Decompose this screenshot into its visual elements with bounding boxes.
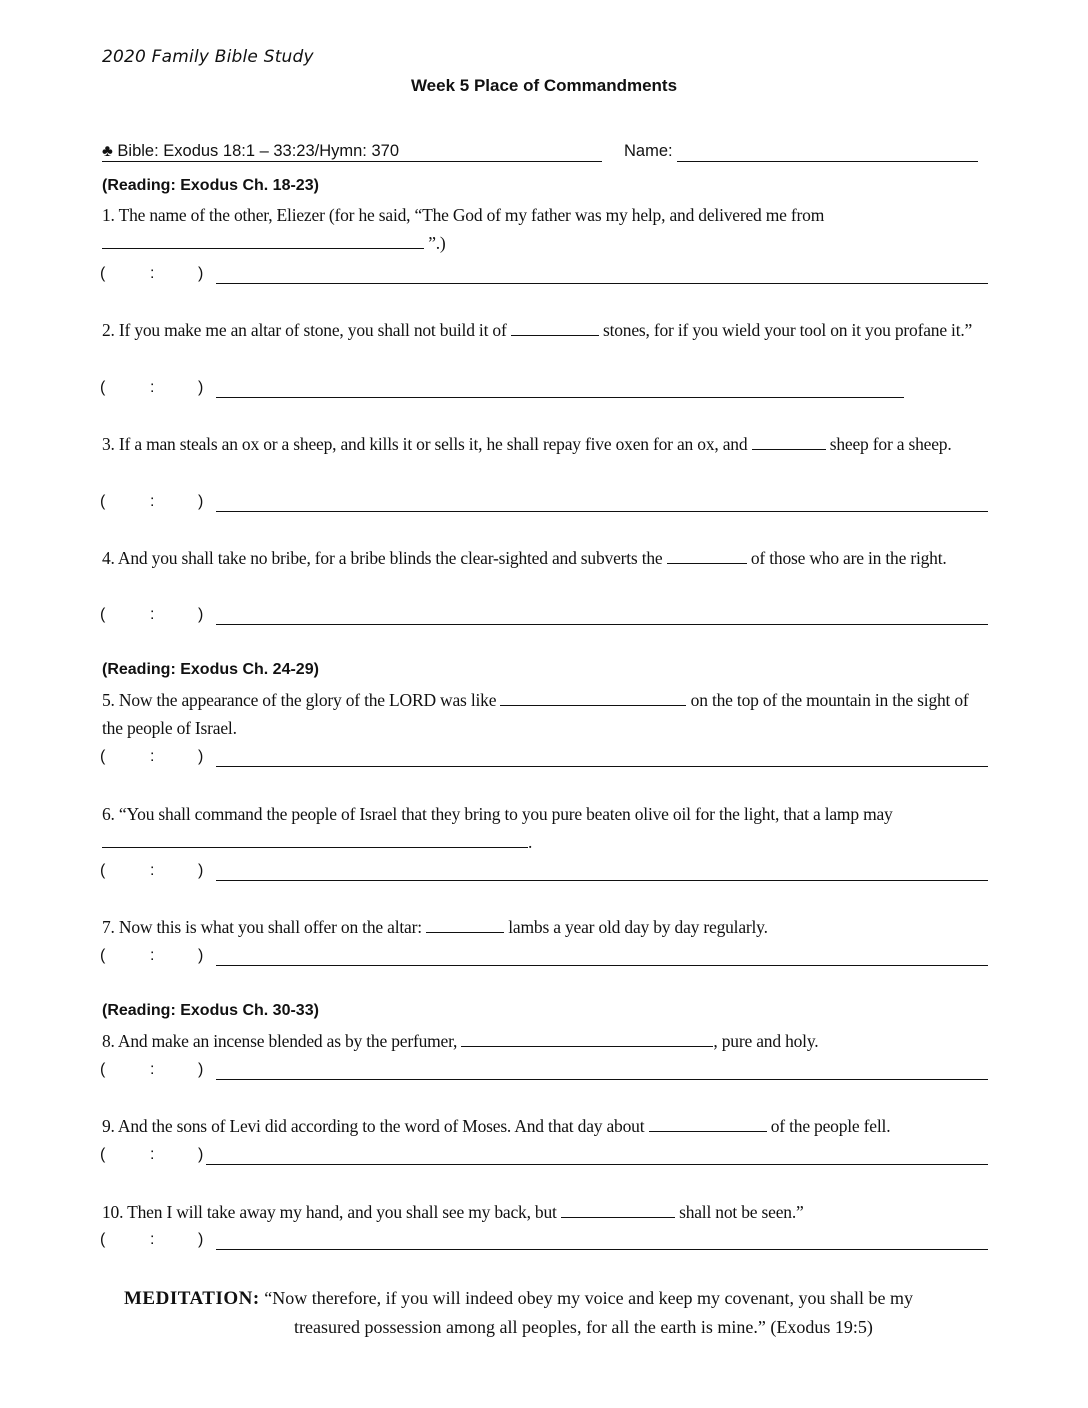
answer-ref-10: [100, 1231, 990, 1253]
question-9-blank[interactable]: [649, 1115, 767, 1132]
ref-close: ): [198, 1061, 204, 1078]
question-4-text: 4. And you shall take no bribe, for a bribe blinds the clear-sighted and subverts the: [102, 548, 663, 568]
question-1-blank[interactable]: [102, 232, 424, 249]
ref-close: ): [198, 1231, 204, 1248]
name-field[interactable]: [677, 161, 978, 162]
question-9-tail: of the people fell.: [770, 1116, 891, 1136]
ref-close: ): [198, 947, 204, 964]
meditation: [124, 1284, 984, 1341]
answer-ref-6: [100, 862, 990, 884]
ref-close: ): [198, 265, 204, 282]
ref-open: (: [100, 493, 106, 510]
ref-open: (: [100, 379, 106, 396]
question-3: [102, 430, 990, 458]
question-2: [102, 316, 990, 344]
answer-ref-8: [100, 1061, 990, 1083]
ref-colon: :: [150, 947, 155, 964]
question-7: [102, 913, 990, 941]
question-9-text: 9. And the sons of Levi did according to the word of Moses. And that day about: [102, 1116, 645, 1136]
ref-colon: :: [150, 862, 155, 879]
question-5: [102, 686, 990, 742]
answer-ref-4: [100, 606, 990, 628]
question-4: [102, 544, 990, 572]
ref-close: ): [198, 862, 204, 879]
answer-ref-7: [100, 947, 990, 969]
ref-close: ): [198, 606, 204, 623]
question-4-blank[interactable]: [667, 547, 747, 564]
ref-close: ): [198, 493, 204, 510]
answer-ref-9: [100, 1146, 990, 1168]
question-5-tail: on the top of the mountain in the sight of the people of Israel.: [102, 690, 969, 738]
answer-line-8[interactable]: [216, 1079, 988, 1080]
question-3-tail: sheep for a sheep.: [829, 434, 952, 454]
meditation-text-2: treasured possession among all peoples, for all the earth is mine.” (Exodus 19:5): [294, 1317, 873, 1337]
bible-underline: [102, 161, 602, 162]
answer-ref-2: [100, 379, 990, 401]
question-4-tail: of those who are in the right.: [750, 548, 947, 568]
question-6-text: 6. “You shall command the people of Israel that they bring to you pure beaten olive oil for the light, that a lamp may: [102, 804, 893, 824]
question-10-blank[interactable]: [561, 1201, 675, 1218]
ref-colon: :: [150, 1231, 155, 1248]
info-line: [102, 142, 978, 166]
question-8: [102, 1027, 990, 1055]
study-title: 2020 Family Bible Study: [102, 47, 314, 67]
question-10: [102, 1198, 990, 1226]
page-title: Week 5 Place of Commandments: [410, 76, 678, 95]
answer-ref-3: [100, 493, 990, 515]
answer-line-2[interactable]: [216, 397, 904, 398]
question-2-tail: stones, for if you wield your tool on it you profane it.”: [602, 320, 973, 340]
answer-line-9[interactable]: [206, 1164, 988, 1165]
ref-open: (: [100, 606, 106, 623]
ref-open: (: [100, 1146, 106, 1163]
question-7-blank[interactable]: [426, 916, 504, 933]
ref-open: (: [100, 862, 106, 879]
meditation-label: MEDITATION:: [124, 1288, 260, 1309]
ref-open: (: [100, 1061, 106, 1078]
ref-close: ): [198, 1146, 204, 1163]
section-heading-2: (Reading: Exodus Ch. 24-29): [102, 661, 319, 678]
bible-reference: ♣ Bible: Exodus 18:1 – 33:23/Hymn: 370: [102, 142, 400, 160]
question-10-text: 10. Then I will take away my hand, and you shall see my back, but: [102, 1202, 557, 1222]
question-6-tail: .: [528, 832, 533, 852]
question-5-text: 5. Now the appearance of the glory of the LORD was like: [102, 690, 497, 710]
question-8-tail: , pure and holy.: [713, 1031, 819, 1051]
question-10-tail: shall not be seen.”: [679, 1202, 804, 1222]
ref-colon: :: [150, 1061, 155, 1078]
meditation-text-1: “Now therefore, if you will indeed obey my voice and keep my covenant, you shall be my: [264, 1288, 914, 1308]
ref-colon: :: [150, 606, 155, 623]
question-3-text: 3. If a man steals an ox or a sheep, and kills it or sells it, he shall repay five oxen for an ox, and: [102, 434, 748, 454]
question-1-tail: ”.): [428, 233, 446, 253]
ref-open: (: [100, 265, 106, 282]
answer-line-4[interactable]: [216, 624, 988, 625]
ref-colon: :: [150, 265, 155, 282]
question-3-blank[interactable]: [752, 433, 826, 450]
answer-line-7[interactable]: [216, 965, 988, 966]
answer-line-10[interactable]: [216, 1249, 988, 1250]
question-7-tail: lambs a year old day by day regularly.: [508, 917, 768, 937]
ref-colon: :: [150, 748, 155, 765]
ref-colon: :: [150, 493, 155, 510]
ref-close: ): [198, 379, 204, 396]
question-5-blank[interactable]: [500, 689, 686, 706]
ref-open: (: [100, 748, 106, 765]
answer-line-5[interactable]: [216, 766, 988, 767]
question-2-text: 2. If you make me an altar of stone, you shall not build it of: [102, 320, 507, 340]
answer-ref-5: [100, 748, 990, 770]
question-6: [102, 800, 990, 856]
ref-open: (: [100, 1231, 106, 1248]
ref-colon: :: [150, 1146, 155, 1163]
question-8-blank[interactable]: [461, 1030, 713, 1047]
question-1-text: 1. The name of the other, Eliezer (for he said, “The God of my father was my help, and delivered me from: [102, 205, 825, 225]
question-9: [102, 1112, 990, 1140]
ref-close: ): [198, 748, 204, 765]
question-1: [102, 201, 990, 257]
answer-line-1[interactable]: [216, 283, 988, 284]
ref-open: (: [100, 947, 106, 964]
answer-line-6[interactable]: [216, 880, 988, 881]
answer-ref-1: [100, 265, 990, 287]
answer-line-3[interactable]: [216, 511, 988, 512]
question-2-blank[interactable]: [511, 319, 599, 336]
question-8-text: 8. And make an incense blended as by the perfumer,: [102, 1031, 458, 1051]
section-heading-1: (Reading: Exodus Ch. 18-23): [102, 177, 319, 194]
question-6-blank[interactable]: [102, 831, 528, 848]
section-heading-3: (Reading: Exodus Ch. 30-33): [102, 1002, 319, 1019]
name-label: Name:: [624, 142, 673, 160]
question-7-text: 7. Now this is what you shall offer on the altar:: [102, 917, 422, 937]
ref-colon: :: [150, 379, 155, 396]
